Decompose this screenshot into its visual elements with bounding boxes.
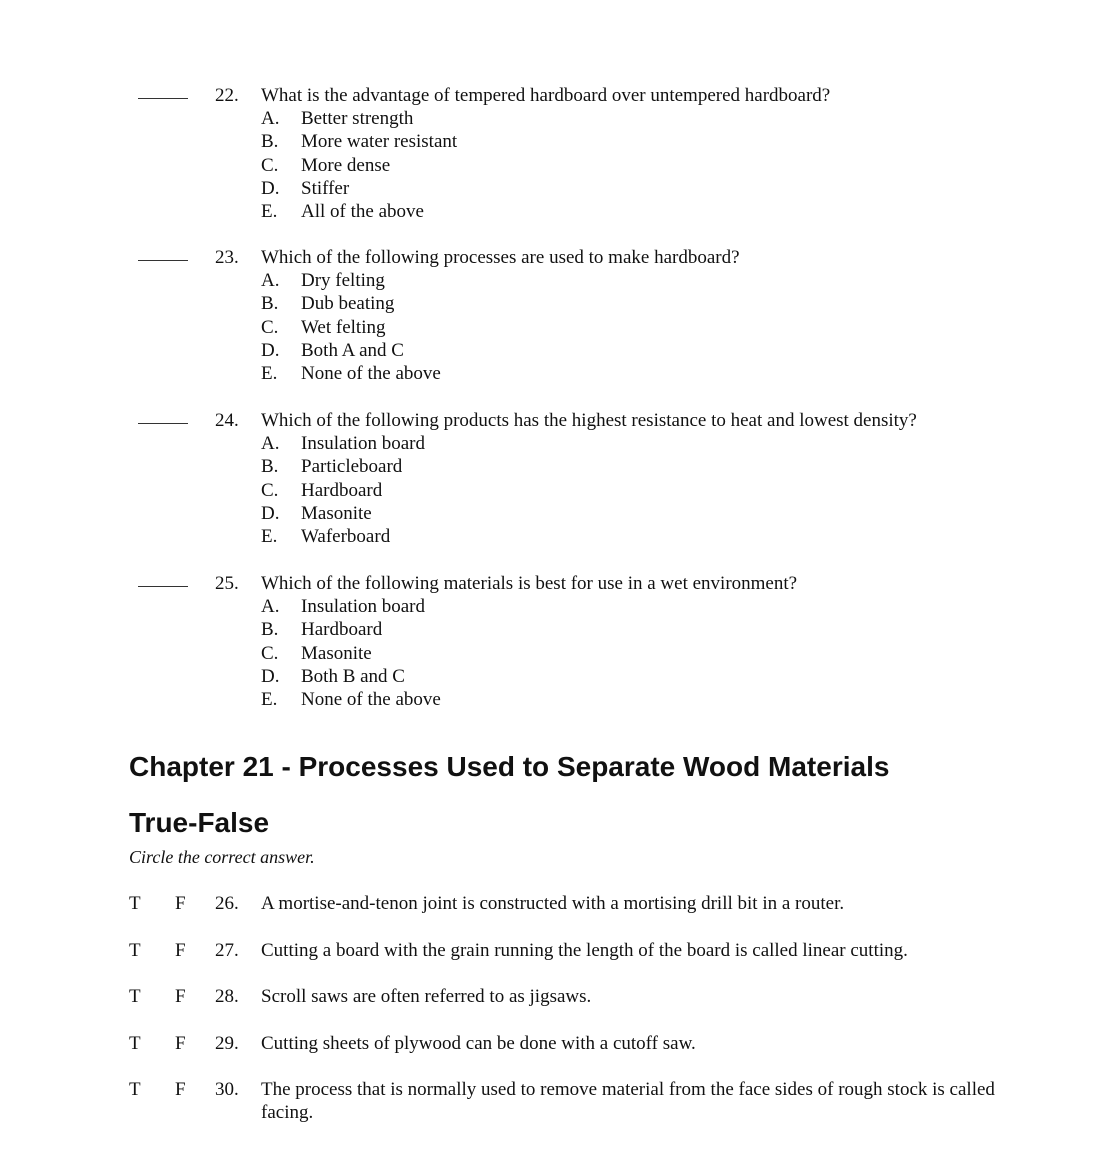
false-option[interactable]: F — [175, 1079, 186, 1100]
question-text: Cutting sheets of plywood can be done with a cutoff saw. — [261, 1033, 696, 1054]
answer-blank[interactable] — [138, 260, 188, 261]
choice-text: Dry felting — [301, 270, 385, 291]
choice-text: Hardboard — [301, 479, 383, 501]
choice-text: More dense — [301, 154, 391, 176]
choice-letter: B. — [261, 293, 279, 315]
choice-letter: D. — [261, 177, 280, 199]
choice-text: All of the above — [301, 201, 424, 223]
choice-text: More water resistant — [301, 131, 458, 153]
chapter-title: Chapter 21 - Processes Used to Separate Wood Materials — [129, 751, 890, 782]
choice-text: Better strength — [301, 108, 414, 129]
question-number: 29. — [215, 1033, 239, 1054]
instructions: Circle the correct answer. — [129, 847, 315, 867]
question-text: Cutting a board with the grain running the length of the board is called linear cutting. — [261, 940, 908, 961]
choice-text: Particleboard — [301, 456, 403, 478]
question-number: 24. — [215, 410, 239, 431]
choice-letter: A. — [261, 108, 280, 129]
question-text: Which of the following products has the highest resistance to heat and lowest density? — [261, 410, 917, 431]
false-option[interactable]: F — [175, 893, 186, 914]
choice-letter: B. — [261, 456, 279, 478]
choice-letter: C. — [261, 316, 279, 338]
choice-letter: E. — [261, 201, 278, 223]
false-option[interactable]: F — [175, 986, 186, 1007]
false-option[interactable]: F — [175, 1033, 186, 1054]
choice-text: Masonite — [301, 642, 372, 664]
question-number: 25. — [215, 573, 239, 594]
question-number: 28. — [215, 986, 239, 1007]
question-number: 22. — [215, 85, 239, 106]
choice-letter: D. — [261, 665, 280, 687]
choice-letter: A. — [261, 596, 280, 617]
answer-blank[interactable] — [138, 98, 188, 99]
question-text: Which of the following processes are used to make hardboard? — [261, 247, 740, 268]
question-text: The process that is normally used to remove material from the face sides of rough stock is called facing. — [261, 1079, 995, 1123]
false-option[interactable]: F — [175, 940, 186, 961]
section-title: True-False — [129, 807, 270, 838]
choice-letter: A. — [261, 270, 280, 291]
true-option[interactable]: T — [129, 1033, 141, 1054]
choice-text: Wet felting — [301, 316, 386, 338]
question-text: What is the advantage of tempered hardboard over untempered hardboard? — [261, 85, 831, 106]
answer-blank[interactable] — [138, 586, 188, 587]
choice-text: Masonite — [301, 502, 372, 524]
choice-letter: A. — [261, 433, 280, 454]
true-option[interactable]: T — [129, 986, 141, 1007]
question-text: Scroll saws are often referred to as jigsaws. — [261, 986, 592, 1007]
choice-letter: D. — [261, 339, 280, 361]
choice-text: Stiffer — [301, 177, 350, 199]
question-number: 30. — [215, 1079, 239, 1100]
choice-letter: B. — [261, 131, 279, 153]
choice-text: Waferboard — [301, 526, 391, 548]
choice-text: Both B and C — [301, 665, 405, 687]
choice-letter: C. — [261, 642, 279, 664]
choice-text: Insulation board — [301, 596, 426, 617]
choice-text: None of the above — [301, 689, 441, 711]
choice-letter: B. — [261, 619, 279, 641]
choice-letter: C. — [261, 154, 279, 176]
choice-letter: E. — [261, 363, 278, 385]
true-option[interactable]: T — [129, 940, 141, 961]
choice-text: Both A and C — [301, 339, 404, 361]
choice-letter: E. — [261, 689, 278, 711]
answer-blank[interactable] — [138, 423, 188, 424]
question-number: 26. — [215, 893, 239, 914]
choice-text: Dub beating — [301, 293, 395, 315]
true-option[interactable]: T — [129, 893, 141, 914]
question-text: A mortise-and-tenon joint is constructed with a mortising drill bit in a router. — [261, 893, 845, 914]
question-number: 27. — [215, 940, 239, 961]
question-text: Which of the following materials is best for use in a wet environment? — [261, 573, 798, 594]
choice-text: Hardboard — [301, 619, 383, 641]
choice-letter: C. — [261, 479, 279, 501]
choice-letter: D. — [261, 502, 280, 524]
question-number: 23. — [215, 247, 239, 268]
choice-letter: E. — [261, 526, 278, 548]
true-option[interactable]: T — [129, 1079, 141, 1100]
choice-text: Insulation board — [301, 433, 426, 454]
choice-text: None of the above — [301, 363, 441, 385]
